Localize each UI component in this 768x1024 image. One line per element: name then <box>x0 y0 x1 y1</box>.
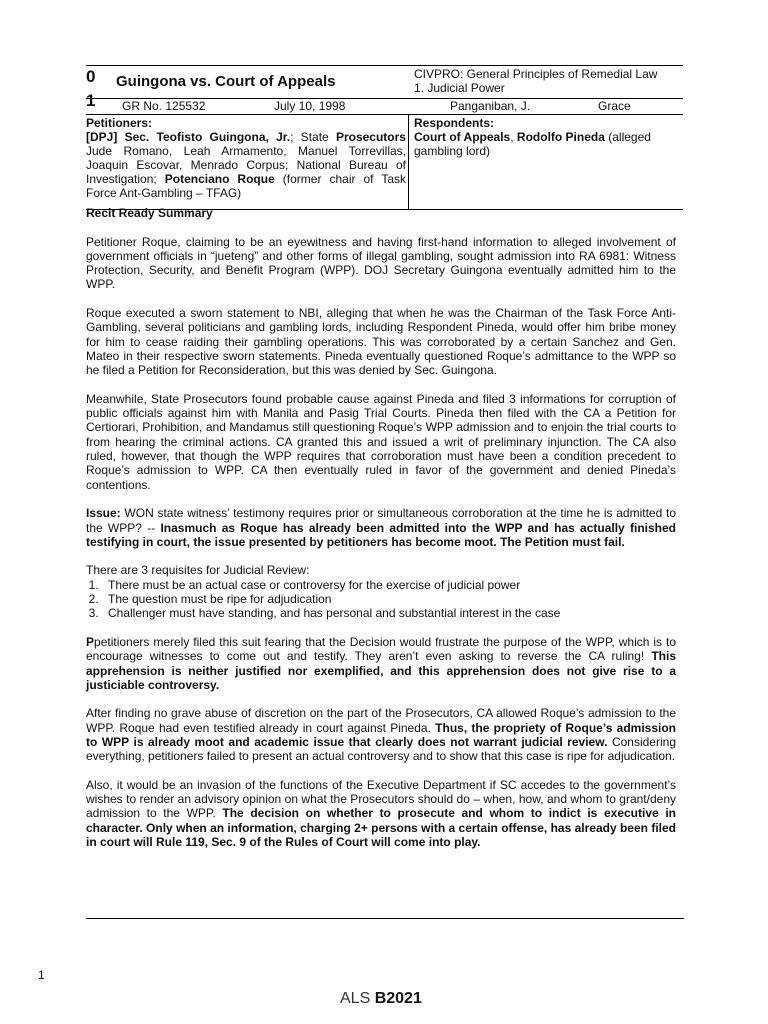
paragraph-facts-2: Roque executed a sworn statement to NBI, alleging that when he was the Chairman of the Task Force Anti-Gambling, several politicians and gambling lords, including Respondent Pineda, would offer him bribe money for him to cease raiding their gambling operations. This was corroborated by a certain Sanchez and Gen. Mateo in their respective sworn statements. Pineda eventually questioned Roque’s admittance to the WPP so he filed a Petition for Reconsideration, but this was denied by Sec. Guingona. <box>86 306 676 378</box>
petitioners-cell: Petitioners: [DPJ] Sec. Teofisto Guingona, Jr.; State Prosecutors Jude Romano, Leah Armamento, Manuel Torrevillas, Joaquin Escovar, Menrado Corpus; National Bureau of Investigation; Potenciano Roque (former chair of Task Force Ant-Gambling – TFAG) <box>86 116 406 200</box>
requisites-list <box>86 578 676 621</box>
decision-date: July 10, 1998 <box>274 99 346 113</box>
footer-label: ALS B2021 <box>340 990 422 1007</box>
page-number: 1 <box>38 968 45 982</box>
respondents-label: Respondents: <box>414 116 495 130</box>
header-row-meta <box>86 99 683 115</box>
paragraph-ruling-3: Also, it would be an invasion of the functions of the Executive Department if SC accedes to the government’s wishes to render an advisory opinion on what the Prosecutors should do – when, how, and whom to grant/deny admission to the WPP. The decision on whether to prosecute and whom to indict is executive in character. Only when an information, charging 2+ persons with a certain offense, has already been filed in court will Rule 119, Sec. 9 of the Rules of Court will come into play. <box>86 777 676 850</box>
recit-title: Recit Ready Summary <box>86 206 213 220</box>
paragraph-ruling-2: After finding no grave abuse of discretion on the part of the Prosecutors, CA allowed Roque’s admission to the WPP. Roque had even testified already in court against Pineda. Thus, the propriety of Roque’s admission to WPP is already moot and academic issue that clearly does not warrant judicial review. Considering everything, petitioners failed to present an actual controversy and to show that this case is ripe for adjudication. <box>86 706 676 764</box>
digest-number: 0 1 <box>86 67 96 110</box>
case-header <box>86 65 683 210</box>
list-item: 2. The question must be ripe for adjudication <box>102 592 676 606</box>
list-item: 1. There must be an actual case or controversy for the exercise of judicial power <box>102 578 676 592</box>
requisites-intro: There are 3 requisites for Judicial Review: <box>86 563 310 578</box>
paragraph-facts-3: Meanwhile, State Prosecutors found probable cause against Pineda and filed 3 informations for corruption of public officials against him with Manila and Pasig Trial Courts. Pineda then filed with the CA a Petition for Certiorari, Prohibition, and Mandamus still questioning Roque’s WPP admission and to enjoin the trial courts to from hearing the criminal actions. CA granted this and issued a writ of preliminary injunction. The CA also ruled, however, that though the WPP requires that corroboration must have been a condition precedent to Roque’s admission to WPP. CA then eventually ruled in favor of the government and denied Pineda’s contentions. <box>86 391 676 492</box>
topic-classification: CIVPRO: General Principles of Remedial Law 1. Judicial Power <box>414 67 658 95</box>
list-item: 3. Challenger must have standing, and has personal and substantial interest in the case <box>102 606 676 620</box>
case-title: Guingona vs. Court of Appeals <box>116 73 336 90</box>
paragraph-facts-1: Petitioner Roque, claiming to be an eyewitness and having first-hand information to alleged involvement of government officials in “jueteng” and other forms of illegal gambling, sought admission into RA 6981: Witness Protection, Security, and Benefit Program (WPP). DOJ Secretary Guingona eventually admitted him to the WPP. <box>86 234 676 292</box>
paragraph-ruling-1: Ppetitioners merely filed this suit fearing that the Decision would frustrate the purpose of the WPP, which is to encourage witnesses to come out and testify. They aren’t even asking to reverse the CA ruling! This apprehension is neither justified nor exemplified, and this apprehension does not give rise to a justiciable controversy. <box>86 634 676 692</box>
digest-body <box>86 206 676 864</box>
respondents-cell: Respondents: Court of Appeals, Rodolfo Pineda (alleged gambling lord) <box>408 115 683 209</box>
bottom-divider <box>86 918 684 919</box>
gr-number: GR No. 125532 <box>122 99 206 113</box>
ponente: Panganiban, J. <box>450 99 531 113</box>
petitioners-label: Petitioners: <box>86 116 153 130</box>
parties-row <box>86 115 683 210</box>
digest-author: Grace <box>598 99 631 113</box>
paragraph-issue: Issue: WON state witness’ testimony requires prior or simultaneous corroboration at the time he is admitted to the WPP? -- Inasmuch as Roque has already been admitted into the WPP and has actually finished testifying in court, the issue presented by petitioners has become moot. The Petition must fail. <box>86 506 676 549</box>
